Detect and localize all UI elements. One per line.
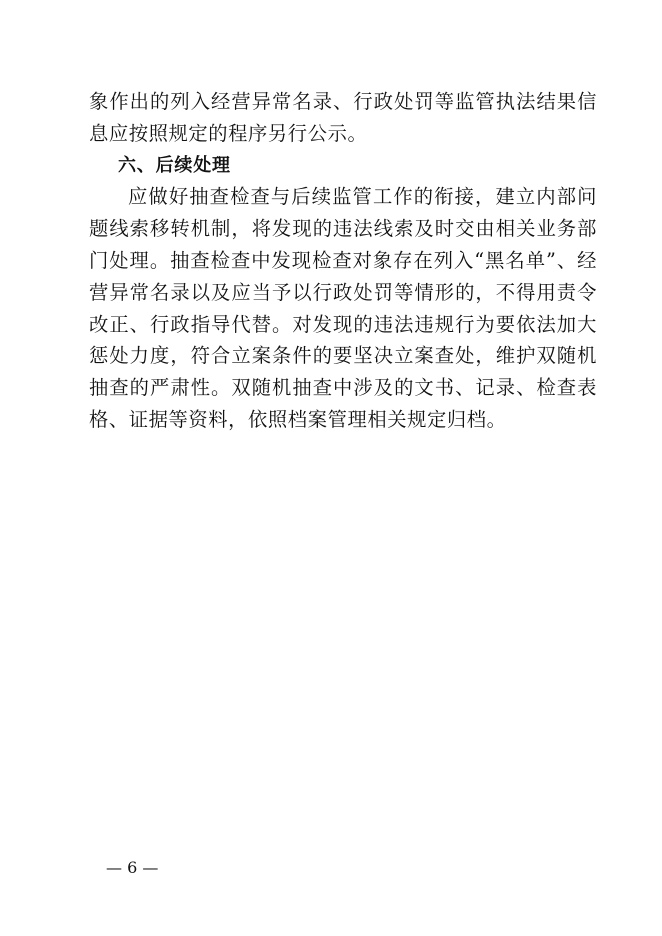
paragraph-follow-up-body: 应做好抽查检查与后续监管工作的衔接，建立内部问题线索移转机制，将发现的违法线索及时交由相关业务部门处理。抽查检查中发现检查对象存在列入“黑名单”、经营异常名录以及应当予以行政处罚等情形的，不得用责令改正、行政指导代替。对发现的违法违规行为要依法加大惩处力度，符合立案条件的要坚决立案查处，维护双随机抽查的严肃性。双随机抽查中涉及的文书、记录、检查表格、证据等资料，依照档案管理相关规定归档。 <box>89 185 597 431</box>
document-body <box>89 86 597 436</box>
paragraph-continuation: 象作出的列入经营异常名录、行政处罚等监管执法结果信息应按照规定的程序另行公示。 <box>89 90 597 145</box>
section-heading-follow-up: 六、后续处理 <box>118 154 231 176</box>
page-number: — 6 — <box>106 858 159 877</box>
